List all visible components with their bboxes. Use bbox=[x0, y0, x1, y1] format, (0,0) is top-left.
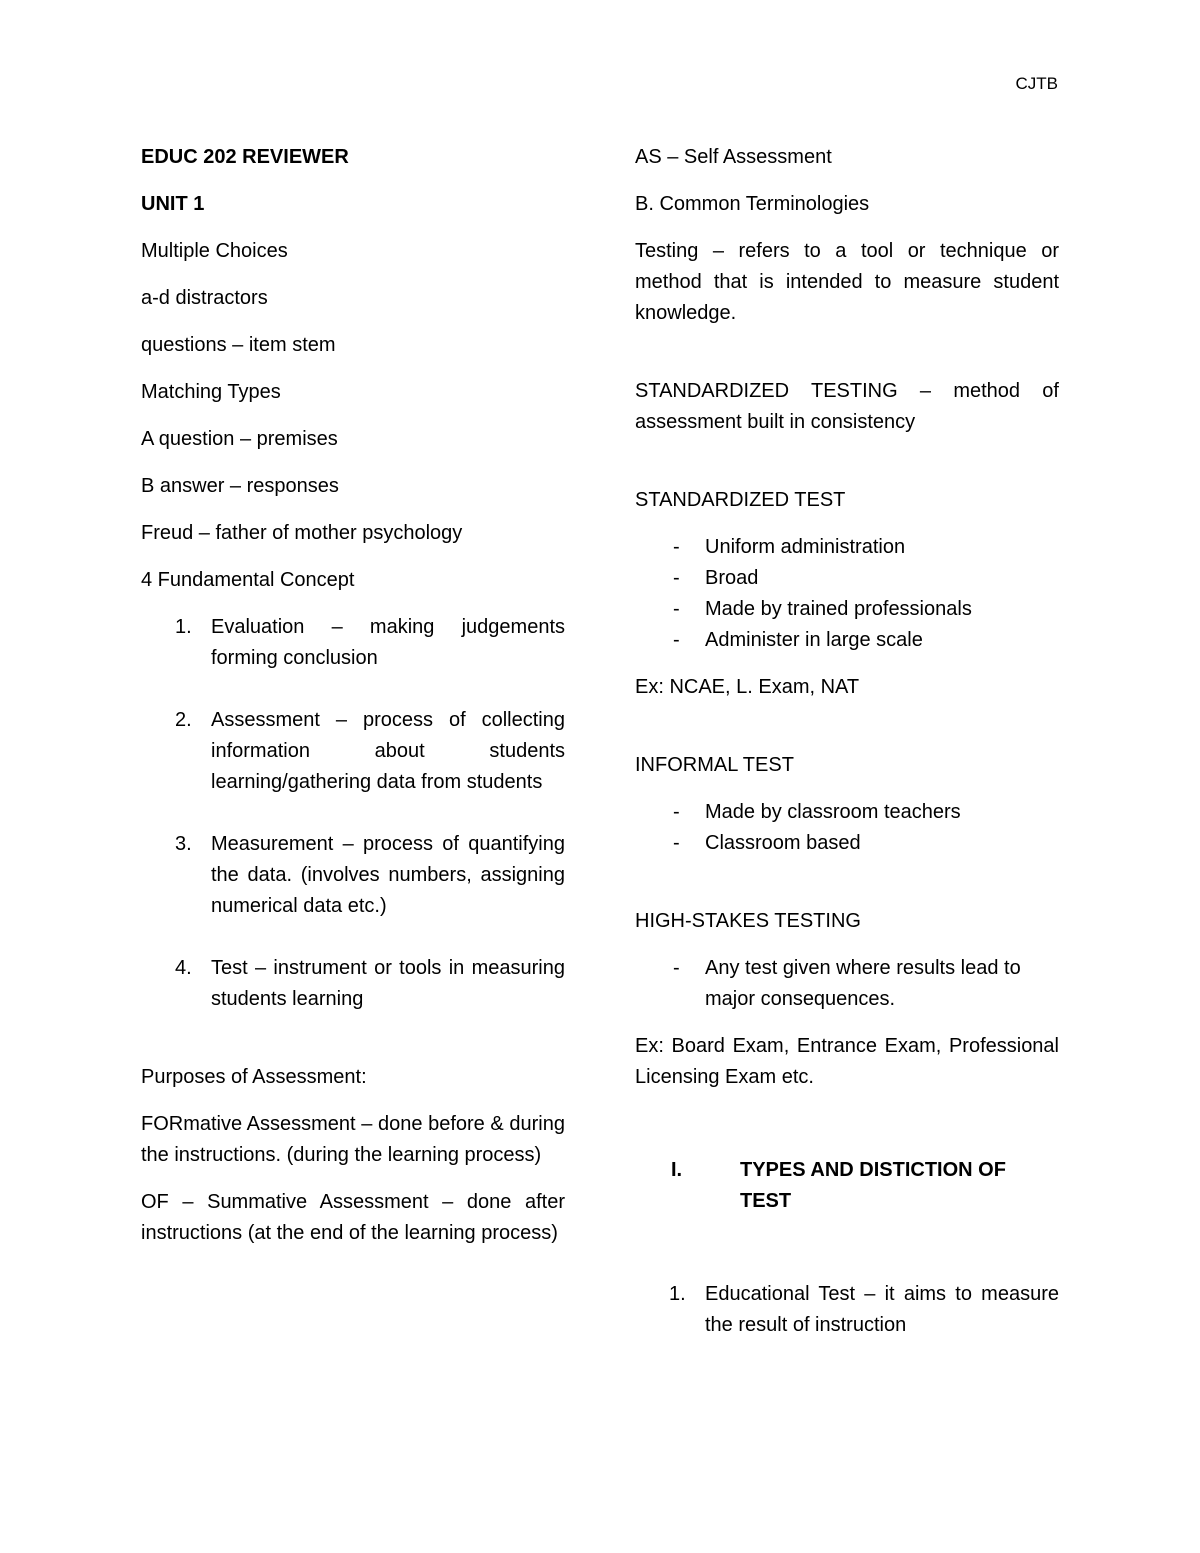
dash-bullet: - bbox=[673, 536, 680, 558]
concept-text: Evaluation – making judgements forming conclusion bbox=[211, 616, 565, 669]
note-line: A question – premises bbox=[141, 428, 338, 450]
standardized-test-list bbox=[635, 532, 1059, 656]
concept-number: 4. bbox=[175, 957, 192, 979]
note-line: Matching Types bbox=[141, 381, 281, 403]
note-line: a-d distractors bbox=[141, 287, 268, 309]
list-item bbox=[635, 563, 1059, 594]
high-stakes-list bbox=[635, 953, 1059, 1015]
high-stakes-example: Ex: Board Exam, Entrance Exam, Professional Licensing Exam etc. bbox=[635, 1035, 1059, 1088]
standardized-test-heading: STANDARDIZED TEST bbox=[635, 489, 846, 511]
standardized-testing-definition: STANDARDIZED TESTING – method of assessment built in consistency bbox=[635, 380, 1059, 433]
high-stakes-heading: HIGH-STAKES TESTING bbox=[635, 910, 861, 932]
note-line: Freud – father of mother psychology bbox=[141, 522, 463, 544]
dash-bullet: - bbox=[673, 629, 680, 651]
list-item-text: Classroom based bbox=[705, 832, 861, 854]
concept-item bbox=[141, 705, 565, 798]
concept-number: 2. bbox=[175, 709, 192, 731]
summative-assessment: OF – Summative Assessment – done after instructions (at the end of the learning process) bbox=[141, 1191, 565, 1244]
note-line: Multiple Choices bbox=[141, 240, 288, 262]
unit-heading: UNIT 1 bbox=[141, 193, 205, 215]
dash-bullet: - bbox=[673, 598, 680, 620]
section-title: TYPES AND DISTICTION OF TEST bbox=[740, 1159, 1006, 1212]
list-item bbox=[635, 797, 1059, 828]
left-column bbox=[141, 142, 565, 1265]
list-item-text: Made by trained professionals bbox=[705, 598, 972, 620]
common-terminologies-heading: B. Common Terminologies bbox=[635, 193, 870, 215]
list-item-text: Made by classroom teachers bbox=[705, 801, 961, 823]
concept-item bbox=[141, 953, 565, 1015]
concept-number: 3. bbox=[175, 833, 192, 855]
note-line: B answer – responses bbox=[141, 475, 339, 497]
list-item bbox=[635, 625, 1059, 656]
list-item-text: Broad bbox=[705, 567, 759, 589]
dash-bullet: - bbox=[673, 567, 680, 589]
list-item bbox=[635, 594, 1059, 625]
dash-bullet: - bbox=[673, 801, 680, 823]
concept-text: Test – instrument or tools in measuring students learning bbox=[211, 957, 565, 1010]
list-item-text: Administer in large scale bbox=[705, 629, 923, 651]
formative-assessment: FORmative Assessment – done before & during the instructions. (during the learning process) bbox=[141, 1113, 565, 1166]
note-line: 4 Fundamental Concept bbox=[141, 569, 355, 591]
author-initials: CJTB bbox=[1015, 74, 1058, 93]
concept-item bbox=[141, 829, 565, 922]
list-item bbox=[635, 532, 1059, 563]
test-type-item bbox=[635, 1279, 1059, 1341]
list-item bbox=[635, 953, 1059, 1015]
informal-test-heading: INFORMAL TEST bbox=[635, 754, 794, 776]
document-title: EDUC 202 REVIEWER bbox=[141, 146, 349, 168]
self-assessment-line: AS – Self Assessment bbox=[635, 146, 832, 168]
section-numeral: I. bbox=[671, 1159, 683, 1181]
standardized-test-example: Ex: NCAE, L. Exam, NAT bbox=[635, 676, 860, 698]
concept-text: Assessment – process of collecting information about students learning/gathering data from students bbox=[211, 709, 565, 793]
dash-bullet: - bbox=[673, 957, 680, 979]
list-item-text: Uniform administration bbox=[705, 536, 906, 558]
right-column bbox=[635, 142, 1059, 1357]
concept-number: 1. bbox=[175, 616, 192, 638]
list-item-text: Any test given where results lead to major consequences. bbox=[705, 957, 1021, 1010]
informal-test-list bbox=[635, 797, 1059, 859]
note-line: questions – item stem bbox=[141, 334, 336, 356]
testing-definition: Testing – refers to a tool or technique or method that is intended to measure student knowledge. bbox=[635, 240, 1059, 324]
concept-text: Measurement – process of quantifying the data. (involves numbers, assigning numerical data etc.) bbox=[211, 833, 565, 917]
test-type-number: 1. bbox=[669, 1283, 686, 1305]
list-item bbox=[635, 828, 1059, 859]
concept-item bbox=[141, 612, 565, 674]
purposes-heading: Purposes of Assessment: bbox=[141, 1066, 367, 1088]
test-type-text: Educational Test – it aims to measure the result of instruction bbox=[705, 1283, 1059, 1336]
section-heading bbox=[635, 1155, 1059, 1217]
dash-bullet: - bbox=[673, 832, 680, 854]
